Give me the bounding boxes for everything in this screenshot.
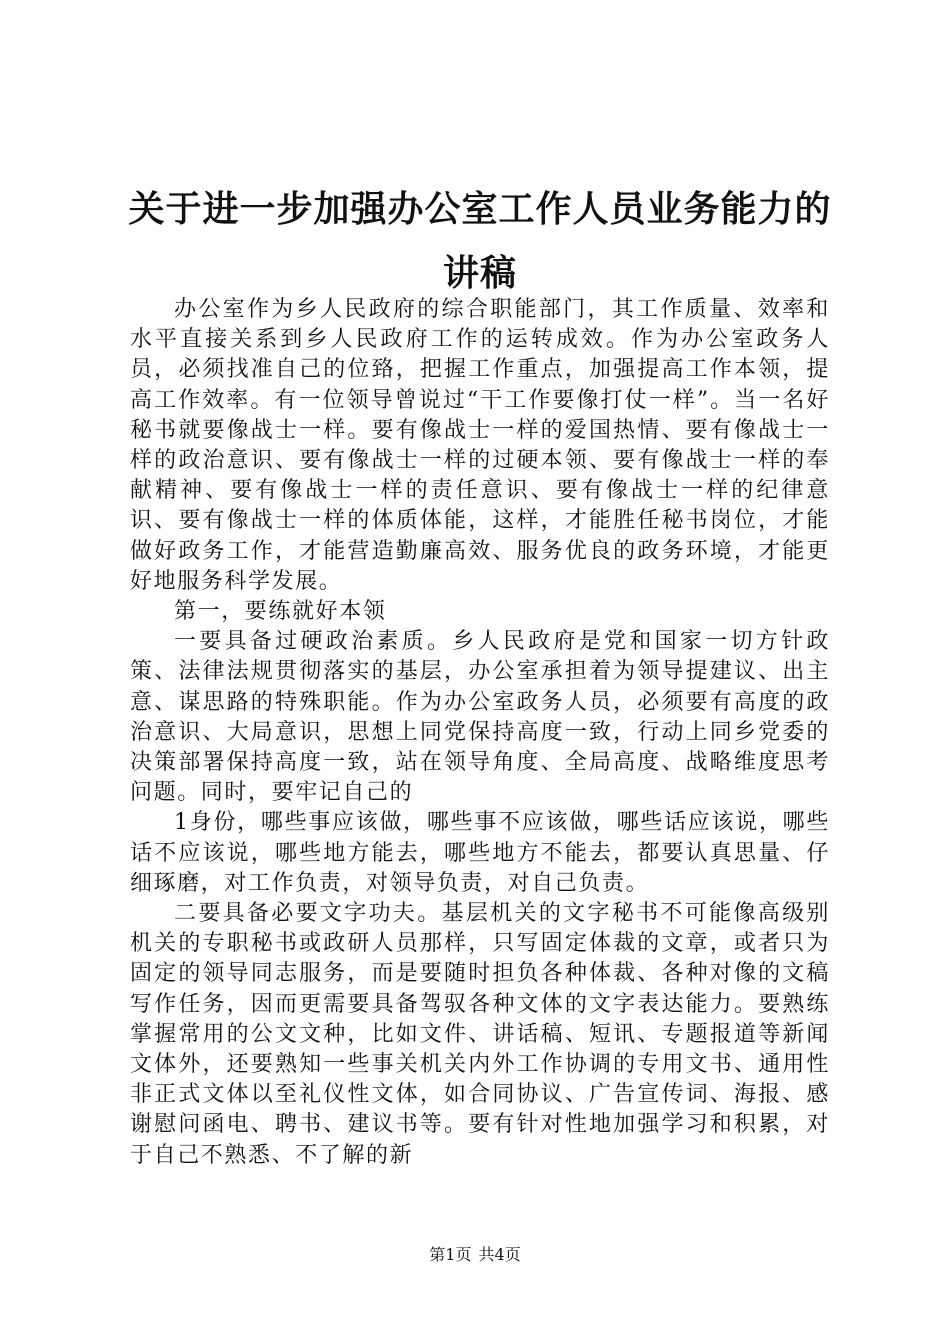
document-body	[130, 295, 830, 1171]
paragraph-political-quality: 一要具备过硬政治素质。乡人民政府是党和国家一切方针政策、法律法规贯彻落实的基层，办公室承担着为领导提建议、出主意、谋思路的特殊职能。作为办公室政务人员，必须要有高度的政治意识、大局意识，思想上同党保持高度一致，行动上同乡党委的决策部署保持高度一致，站在领导角度、全局高度、战略维度思考问题。同时，要牢记自己的	[130, 629, 830, 806]
paragraph-writing-skill: 二要具备必要文字功夫。基层机关的文字秘书不可能像高级别机关的专职秘书或政研人员那样，只写固定体裁的文章，或者只为固定的领导同志服务，而是要随时担负各种体裁、各种对像的文稿写作任务，因而更需要具备驾驭各种文体的文字表达能力。要熟练掌握常用的公文文种，比如文件、讲话稿、短讯、专题报道等新闻文体外，还要熟知一些事关机关内外工作协调的专用文书、通用性非正式文体以至礼仪性文体，如合同协议、广告宣传词、海报、感谢慰问函电、聘书、建议书等。要有针对性地加强学习和积累，对于自己不熟悉、不了解的新	[130, 901, 830, 1168]
page-footer	[0, 1243, 950, 1267]
paragraph-intro: 办公室作为乡人民政府的综合职能部门，其工作质量、效率和水平直接关系到乡人民政府工作的运转成效。作为办公室政务人员，必须找准自己的位臵，把握工作重点，加强提高工作本领，提高工作效率。有一位领导曾说过“干工作要像打仗一样”。当一名好秘书就要像战士一样。要有像战士一样的爱国热情、要有像战士一样的政治意识、要有像战士一样的过硬本领、要有像战士一样的奉献精神、要有像战士一样的责任意识、要有像战士一样的纪律意识、要有像战士一样的体质体能，这样，才能胜任秘书岗位，才能做好政务工作，才能营造勤廉高效、服务优良的政务环境，才能更好地服务科学发展。	[130, 297, 830, 594]
paragraph-identity: 1身份，哪些事应该做，哪些事不应该做，哪些话应该说，哪些话不应该说，哪些地方能去，哪些地方不能去，都要认真思量、仔细琢磨，对工作负责，对领导负责，对自己负责。	[130, 810, 830, 896]
page-number: 第1页	[429, 1245, 472, 1264]
document-title: 关于进一步加强办公室工作人员业务能力的讲稿	[128, 189, 832, 294]
section-heading: 第一，要练就好本领	[174, 599, 387, 625]
page-total: 共4页	[478, 1245, 521, 1264]
